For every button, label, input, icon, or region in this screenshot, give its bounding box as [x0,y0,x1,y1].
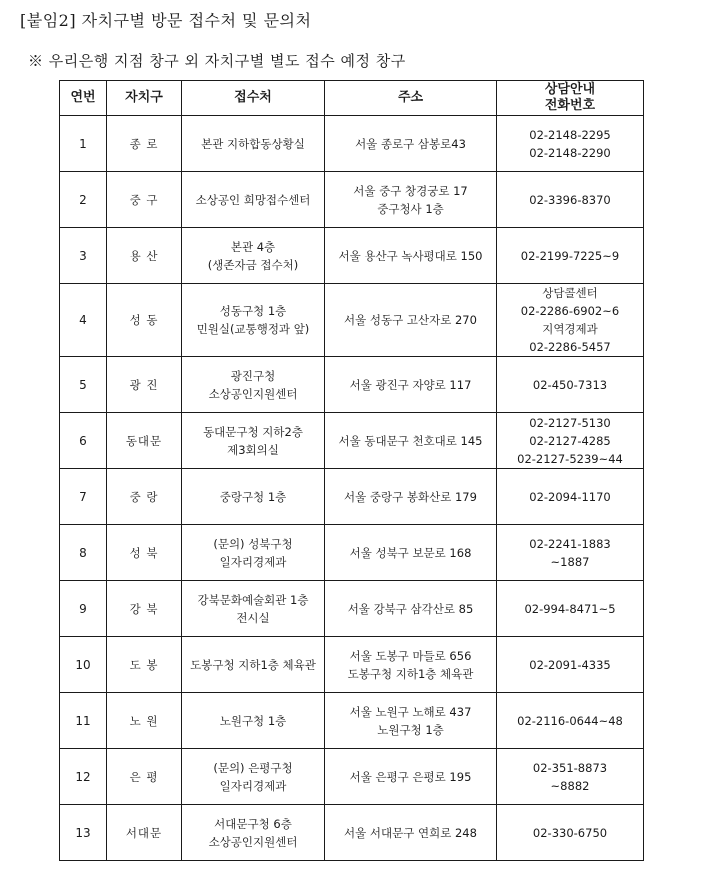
cell-office-line: 동대문구청 지하2층 [203,424,303,439]
cell-office [182,172,325,228]
cell-phone-line: 02-2127-4285 [529,433,611,448]
cell-office-line: 광진구청 [230,368,276,383]
table-row [60,693,644,749]
table-row [60,805,644,861]
cell-phone [497,805,644,861]
header-district: 자치구 [107,81,182,116]
cell-office-line: 본관 지하합동상황실 [201,136,305,151]
cell-phone [497,693,644,749]
cell-address [325,749,497,805]
cell-address-line: 서울 강북구 삼각산로 85 [347,601,474,616]
cell-district: 중 구 [107,172,182,228]
cell-address-line: 서울 성동구 고산자로 270 [344,313,477,327]
cell-address-line: 중구청사 1층 [377,201,444,216]
cell-address-line: 노원구청 1층 [377,722,444,737]
document-subtitle: ※ 우리은행 지점 창구 외 자치구별 별도 접수 예정 창구 [28,52,406,70]
table-row [60,228,644,284]
cell-address [325,469,497,525]
cell-phone-line: 02-2148-2290 [529,145,611,160]
cell-office-line: 성동구청 1층 [219,304,287,318]
cell-address [325,172,497,228]
cell-office [182,749,325,805]
cell-phone-line: ~8882 [550,778,590,793]
cell-office-line: 중랑구청 1층 [219,489,287,504]
cell-address-line: 서울 은평구 은평로 195 [349,769,472,784]
cell-office-line: 노원구청 1층 [219,713,287,728]
cell-no: 10 [60,637,107,693]
cell-address-line: 서울 성북구 보문로 168 [349,545,472,560]
table-row [60,357,644,413]
cell-address-line: 서울 중구 창경궁로 17 [353,183,468,198]
cell-no: 3 [60,228,107,284]
header-no: 연번 [60,81,107,116]
cell-office-line: (생존자금 접수처) [207,257,299,272]
cell-address-line: 서울 중랑구 봉화산로 179 [344,489,477,504]
table-body [60,116,644,861]
cell-address [325,116,497,172]
cell-phone [497,357,644,413]
cell-no: 6 [60,413,107,469]
cell-no: 5 [60,357,107,413]
cell-office-line: 제3회의실 [227,442,279,457]
cell-no: 13 [60,805,107,861]
cell-phone-line: 02-2241-1883 [529,536,611,551]
cell-office [182,413,325,469]
cell-office-line: (문의) 은평구청 [213,760,293,775]
cell-no: 12 [60,749,107,805]
cell-address-line: 서울 동대문구 천호대로 145 [338,433,483,448]
cell-phone [497,228,644,284]
cell-district: 강 북 [107,581,182,637]
cell-address [325,357,497,413]
cell-address [325,581,497,637]
cell-office-line: 일자리경제과 [219,554,287,569]
document-title: [붙임2] 자치구별 방문 접수처 및 문의처 [20,11,312,30]
cell-office-line: 본관 4층 [230,239,276,254]
cell-phone-line: 02-2116-0644~48 [517,713,623,728]
cell-phone-line: 02-2127-5130 [529,415,611,430]
cell-no: 8 [60,525,107,581]
cell-no: 2 [60,172,107,228]
cell-phone-line: 지역경제과 [542,322,598,336]
header-phone [497,81,644,116]
cell-address [325,284,497,357]
table-row [60,413,644,469]
cell-district: 성 동 [107,284,182,357]
cell-office [182,581,325,637]
cell-address [325,805,497,861]
cell-address [325,525,497,581]
cell-district: 중 랑 [107,469,182,525]
cell-office-line: 서대문구청 6층 [214,816,292,831]
cell-office [182,116,325,172]
table-row [60,172,644,228]
office-table [59,80,644,861]
table-row [60,637,644,693]
cell-phone-line: 02-2127-5239~44 [517,451,623,466]
cell-phone [497,469,644,525]
cell-address [325,693,497,749]
cell-office [182,805,325,861]
cell-phone-line: 02-2148-2295 [529,127,611,142]
table-row [60,284,644,357]
cell-office [182,469,325,525]
cell-phone-line: 02-351-8873 [532,760,608,775]
header-phone-line2: 전화번호 [544,98,596,113]
cell-phone-line: 02-330-6750 [532,825,608,840]
cell-phone-line: 02-2094-1170 [529,489,611,504]
cell-office [182,637,325,693]
cell-address [325,637,497,693]
cell-address-line: 서울 용산구 녹사평대로 150 [338,248,483,263]
cell-office [182,525,325,581]
table-row [60,469,644,525]
cell-phone-line: 02-450-7313 [532,377,608,392]
cell-district: 노 원 [107,693,182,749]
cell-address [325,228,497,284]
cell-office-line: 도봉구청 지하1층 체육관 [190,657,316,672]
table-row [60,581,644,637]
cell-phone [497,637,644,693]
cell-district: 서대문 [107,805,182,861]
cell-office-line: 소상공인지원센터 [208,386,298,401]
cell-address-line: 도봉구청 지하1층 체육관 [347,666,474,681]
table-row [60,749,644,805]
cell-office-line: (문의) 성북구청 [213,536,293,551]
table-row [60,116,644,172]
cell-no: 7 [60,469,107,525]
cell-office-line: 민원실(교통행정과 앞) [196,322,310,336]
cell-phone-line: 02-2199-7225~9 [520,248,620,263]
cell-address [325,413,497,469]
cell-no: 4 [60,284,107,357]
header-address: 주소 [325,81,497,116]
table-row [60,525,644,581]
cell-phone [497,172,644,228]
cell-address-line: 서울 광진구 자양로 117 [349,377,472,392]
cell-district: 용 산 [107,228,182,284]
cell-phone-line: 02-3396-8370 [529,192,611,207]
cell-phone-line: ~1887 [550,554,590,569]
cell-office [182,284,325,357]
cell-no: 11 [60,693,107,749]
cell-no: 1 [60,116,107,172]
cell-phone-line: 상담콜센터 [542,286,598,300]
cell-office-line: 강북문화예술회관 1층 [197,592,309,607]
header-office: 접수처 [182,81,325,116]
cell-address-line: 서울 서대문구 연희로 248 [344,825,477,840]
cell-phone-line: 02-994-8471~5 [524,601,616,616]
cell-phone-line: 02-2091-4335 [529,657,611,672]
cell-district: 동대문 [107,413,182,469]
cell-phone [497,581,644,637]
cell-office [182,693,325,749]
cell-phone [497,749,644,805]
cell-office-line: 소상공인 희망접수센터 [195,192,311,207]
cell-phone [497,116,644,172]
cell-address-line: 서울 종로구 삼봉로43 [355,136,466,151]
cell-district: 종 로 [107,116,182,172]
cell-office [182,228,325,284]
cell-phone [497,413,644,469]
cell-district: 도 봉 [107,637,182,693]
cell-phone [497,284,644,357]
cell-phone [497,525,644,581]
cell-address-line: 서울 노원구 노해로 437 [349,704,472,719]
cell-phone-line: 02-2286-6902~6 [520,304,620,318]
cell-district: 광 진 [107,357,182,413]
header-phone-line1: 상담안내 [544,82,596,97]
cell-office-line: 전시실 [236,610,270,625]
cell-district: 은 평 [107,749,182,805]
cell-district: 성 북 [107,525,182,581]
cell-phone-line: 02-2286-5457 [529,340,611,354]
cell-office-line: 소상공인지원센터 [208,834,298,849]
cell-no: 9 [60,581,107,637]
table-header-row [60,81,644,116]
cell-office-line: 일자리경제과 [219,778,287,793]
cell-office [182,357,325,413]
cell-address-line: 서울 도봉구 마들로 656 [349,648,472,663]
